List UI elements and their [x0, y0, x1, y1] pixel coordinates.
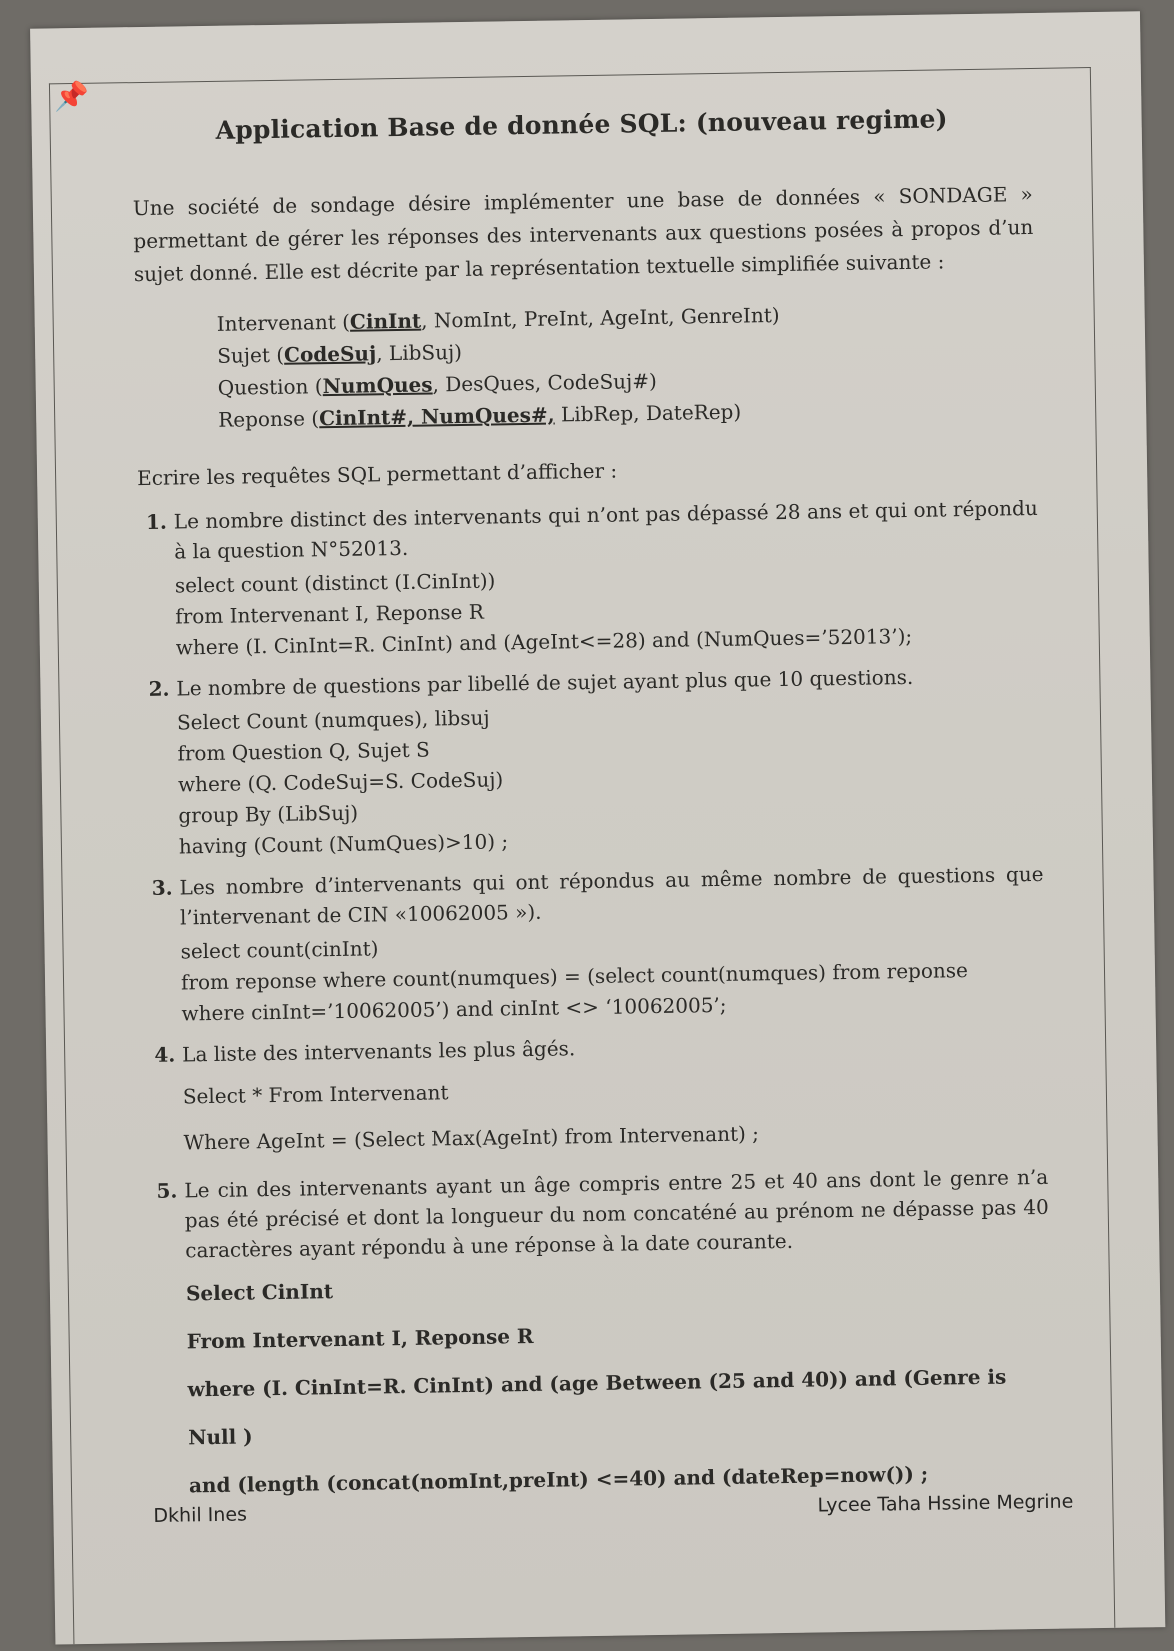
sql-line: group By (LibSuj) — [178, 800, 359, 828]
sql-line: Select Count (numques), libsuj — [176, 705, 490, 735]
question-item — [182, 1026, 1048, 1166]
sql-line: where (Q. CodeSuj=S. CodeSuj) — [177, 767, 504, 797]
instructions: Ecrire les requêtes SQL permettant d’afficher : — [136, 458, 618, 491]
sql-line: from Intervenant I, Reponse R — [175, 599, 484, 629]
relation-attributes: , DesQues, CodeSuj#) — [432, 368, 657, 397]
sql-line: from Question Q, Sujet S — [177, 737, 430, 766]
author-name: Dkhil Ines — [153, 1503, 248, 1527]
relation-name: Sujet ( — [217, 342, 285, 368]
school-name: Lycee Taha Hssine Megrine — [817, 1490, 1074, 1517]
sql-answer — [180, 923, 1045, 1030]
pushpin-icon: 📌 — [53, 79, 90, 114]
relation-attributes: , LibSuj) — [376, 339, 463, 366]
question-item — [174, 493, 1040, 664]
paper-sheet — [30, 11, 1165, 1644]
sql-line: where cinInt=’10062005’) and cinInt <> ‘10062005’; — [181, 992, 727, 1026]
sql-line: select count(cinInt) — [180, 936, 379, 964]
sql-answer — [175, 557, 1040, 664]
relation-name: Reponse ( — [218, 406, 320, 432]
sql-line: having (Count (NumQues)>10) ; — [178, 829, 509, 859]
question-list — [138, 493, 1054, 1510]
sql-line: select count (distinct (I.CinInt)) — [174, 568, 496, 598]
question-item — [184, 1162, 1053, 1510]
schema-list — [216, 295, 1036, 436]
primary-key: CinInt — [349, 308, 422, 334]
intro-paragraph: Une société de sondage désire implémenter une base de données « SONDAGE » permettant de gérer les réponses des intervenants aux questions posées à propos d’un sujet donné. Elle est décrite par la représentation textuelle simplifiée suivante : — [132, 181, 1034, 287]
sql-line: Select * From Intervenant — [182, 1080, 449, 1109]
primary-key: CinInt#, NumQues#, — [318, 402, 555, 431]
question-text: 1. Le nombre distinct des intervenants qui n’ont pas dépassé 28 ans et qui ont répondu à la question N°52013. — [173, 495, 1038, 564]
relation-attributes: , NomInt, PreInt, AgeInt, GenreInt) — [420, 302, 780, 333]
question-text: 4. La liste des intervenants les plus âgés. — [182, 1036, 576, 1067]
relation-attributes: LibRep, DateRep) — [554, 399, 742, 427]
sql-answer — [186, 1256, 1054, 1510]
primary-key: CodeSuj — [283, 341, 377, 367]
question-text: 2. Le nombre de questions par libellé de sujet ayant plus que 10 questions. — [176, 664, 914, 701]
question-text: 5. Le cin des intervenants ayant un âge compris entre 25 et 40 ans dont le genre n’a pas été précisé et dont la longueur du nom concaténé au prénom ne dépasse pas 40 caractères ayant répondu à une réponse à la date courante. — [184, 1164, 1049, 1263]
relation-name: Intervenant ( — [216, 309, 351, 336]
sql-line: From Intervenant I, Reponse R — [186, 1323, 534, 1354]
document-title: Application Base de donnée SQL: (nouveau regime) — [215, 104, 948, 145]
sql-answer — [182, 1060, 1047, 1166]
primary-key: NumQues — [322, 372, 433, 399]
sql-line: and (length (concat(nomInt,preInt) <=40) and (dateRep=now()) ; — [188, 1461, 929, 1498]
sql-line: Select CinInt — [185, 1279, 334, 1306]
sql-line: from reponse where count(numques) = (select count(numques) from reponse — [180, 958, 969, 995]
sql-answer — [177, 694, 1043, 863]
sql-line: where (I. CinInt=R. CinInt) and (age Between (25 and 40)) and (Genre is Null ) — [187, 1364, 1007, 1450]
relation-name: Question ( — [217, 374, 323, 400]
sql-line: where (I. CinInt=R. CinInt) and (AgeInt<=28) and (NumQues=’52013’); — [175, 623, 913, 660]
question-item — [179, 859, 1045, 1030]
question-text: 3. Les nombre d’intervenants qui ont répondus au même nombre de questions que l’intervenant de CIN «10062005 »). — [179, 861, 1044, 930]
sql-line: Where AgeInt = (Select Max(AgeInt) from Intervenant) ; — [183, 1121, 760, 1155]
question-item — [176, 660, 1043, 863]
document-body — [131, 103, 1053, 1520]
